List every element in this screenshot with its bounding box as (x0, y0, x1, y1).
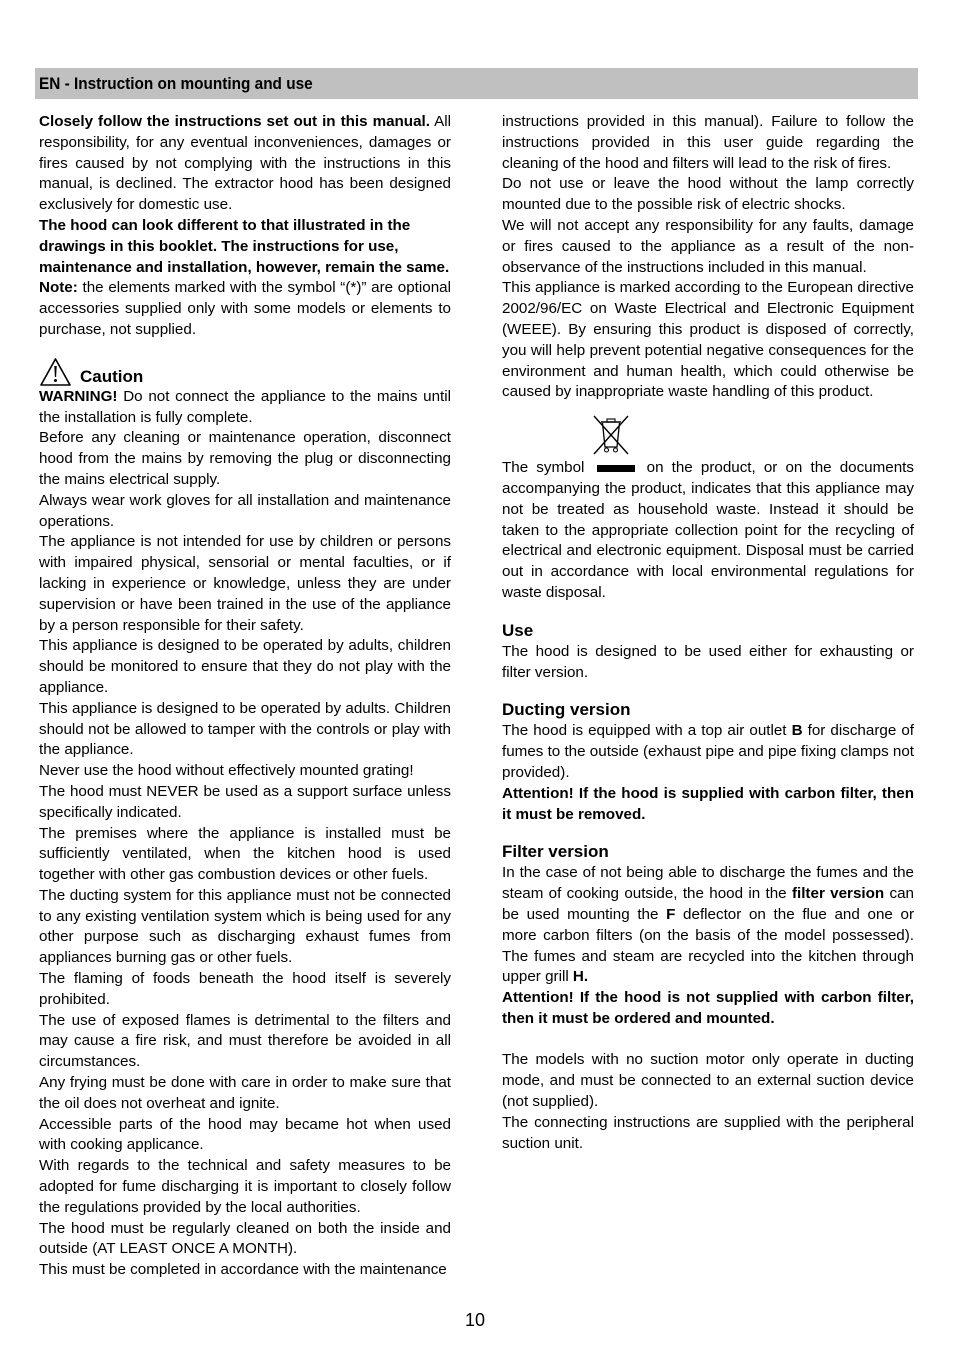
use-heading: Use (502, 620, 534, 640)
caution-title: Caution (80, 366, 144, 386)
connecting-paragraph: The connecting instructions are supplied with the peripheral suction unit. (502, 1113, 914, 1152)
caution-heading (39, 357, 451, 387)
ducting-text: The hood is equipped with a top air outlet (502, 722, 792, 740)
ducting-outlet-label: B (791, 722, 803, 740)
safety-paragraph: Before any cleaning or maintenance operation, disconnect hood from the mains by removing the plug or disconnecting the mains electrical supply. (39, 429, 451, 488)
weee-paragraph: This appliance is marked according to the European directive 2002/96/EC on Waste Electrical and Electronic Equipment (WEEE). By ensuring this product is disposed of correctly, you will help prevent potential negative consequences for the environment and human health, which could otherwise be caused by inappropriate waste handling of this product. (502, 279, 914, 401)
safety-paragraph: instructions provided in this manual). Failure to follow the instructions provided in this user guide regarding the cleaning of the hood and filters will lead to the risk of fires. (502, 113, 914, 172)
safety-paragraph: This must be completed in accordance with the maintenance (39, 1261, 447, 1279)
weee-symbol-area (502, 403, 914, 458)
safety-paragraph: Do not use or leave the hood without the lamp correctly mounted due to the possible risk of electric shocks. (502, 175, 914, 214)
safety-paragraph: The flaming of foods beneath the hood itself is severely prohibited. (39, 970, 451, 1008)
note-text: the elements marked with the symbol “(*)” are optional accessories supplied only with some models or elements to purchase, not supplied. (39, 279, 451, 338)
intro-paragraph (39, 112, 451, 216)
right-column (502, 112, 914, 1154)
safety-paragraph: The premises where the appliance is installed must be sufficiently ventilated, when the kitchen hood is used together with other gas combustion devices or other fuels. (39, 824, 451, 884)
spacer (502, 1030, 914, 1051)
ducting-text-2: for discharge of fumes to the outside (exhaust pipe and pipe fixing clamps not provided). (502, 722, 914, 781)
note-paragraph (39, 278, 451, 340)
warning-label: WARNING! (39, 387, 118, 405)
note-label: Note: (39, 279, 78, 297)
safety-paragraph: We will not accept any responsibility for any faults, damage or fires caused to the appliance as a result of the non-observance of the instructions included in this manual. (502, 216, 914, 276)
crossed-out-bin-icon (590, 413, 632, 457)
safety-paragraph: The hood must be regularly cleaned on both the inside and outside (AT LEAST ONCE A MONTH). (39, 1219, 451, 1258)
warning-text: Do not connect the appliance to the mains until the installation is fully complete. (39, 387, 451, 426)
safety-paragraph: This appliance is designed to be operated by adults. Children should not be allowed to tamper with the controls or play with the appliance. (39, 699, 451, 759)
safety-paragraph: The hood must NEVER be used as a support surface unless specifically indicated. (39, 782, 451, 821)
ducting-paragraph (502, 721, 914, 783)
safety-paragraph: Accessible parts of the hood may became hot when used with cooking applicance. (39, 1115, 451, 1154)
symbol-text-before: The symbol (502, 459, 585, 477)
section-header-bar (35, 68, 918, 99)
safety-paragraph: The appliance is not intended for use by children or persons with impaired physical, sensorial or mental faculties, or if lacking in experience or knowledge, unless they are under supervision or have been trained in the use of the appliance by a person responsible for their safety. (39, 533, 451, 634)
section-title: EN - Instruction on mounting and use (39, 75, 313, 93)
filter-version-label: filter version (791, 885, 885, 903)
safety-paragraph: With regards to the technical and safety measures to be adopted for fume discharging it is important to closely follow the regulations provided by the local authorities. (39, 1157, 451, 1216)
filter-paragraph (502, 863, 914, 988)
weee-bar-icon (597, 465, 635, 472)
symbol-paragraph (502, 458, 914, 604)
intro-text: All responsibility, for any eventual inconveniences, damages or fires caused by not complying with the instructions in this manual, is declined. The extractor hood has been designed exclusively for domestic use. (39, 113, 451, 214)
intro-bold: Closely follow the instructions set out in this manual. (39, 113, 430, 130)
appearance-note: The hood can look different to that illustrated in the drawings in this booklet. The instructions for use, maintenance and installation, however, remain the same. (39, 216, 450, 276)
warning-paragraph (39, 387, 451, 429)
safety-paragraph: Never use the hood without effectively mounted grating! (39, 762, 414, 780)
filter-grill-label: H. (572, 968, 589, 986)
symbol-text-after: on the product, or on the documents accompanying the product, indicates that this appliance may not be treated as household waste. Instead it should be taken to the appropriate collection point for the recycling of electrical and electronic equipment. Disposal must be carried out in accordance with local environmental regulations for waste disposal. (502, 459, 914, 601)
safety-paragraph: The ducting system for this appliance must not be connected to any existing ventilation system which is being used for any other purpose such as discharging exhaust fumes from appliances burning gas or other fuels. (39, 886, 451, 967)
models-paragraph: The models with no suction motor only operate in ducting mode, and must be connected to an external suction device (not supplied). (502, 1051, 914, 1111)
filter-deflector-label: F (666, 905, 676, 923)
ducting-heading: Ducting version (502, 700, 631, 720)
use-paragraph: The hood is designed to be used either for exhausting or filter version. (502, 642, 914, 681)
safety-paragraph: The use of exposed flames is detrimental to the filters and may cause a fire risk, and must therefore be avoided in all circumstances. (39, 1011, 451, 1071)
filter-text-2: can be used mounting the (502, 885, 915, 923)
page-number: 10 (465, 1310, 486, 1330)
filter-text: In the case of not being able to discharge the fumes and the steam of cooking outside, the hood in the (502, 864, 914, 903)
ducting-attention: Attention! If the hood is supplied with carbon filter, then it must be removed. (502, 784, 914, 823)
left-column (39, 112, 451, 1281)
safety-paragraph: Any frying must be done with care in order to make sure that the oil does not overheat and ignite. (39, 1074, 451, 1112)
filter-attention: Attention! If the hood is not supplied with carbon filter, then it must be ordered and mounted. (502, 989, 914, 1027)
filter-text-3: deflector on the flue and one or more carbon filters (on the basis of the model possessed). The fumes and steam are recycled into the kitchen through upper grill (502, 905, 915, 986)
warning-triangle-icon (39, 357, 72, 387)
filter-heading: Filter version (502, 842, 609, 862)
safety-paragraph: This appliance is designed to be operated by adults, children should be monitored to ensure that they do not play with the appliance. (39, 637, 451, 696)
safety-paragraph: Always wear work gloves for all installation and maintenance operations. (39, 491, 451, 530)
